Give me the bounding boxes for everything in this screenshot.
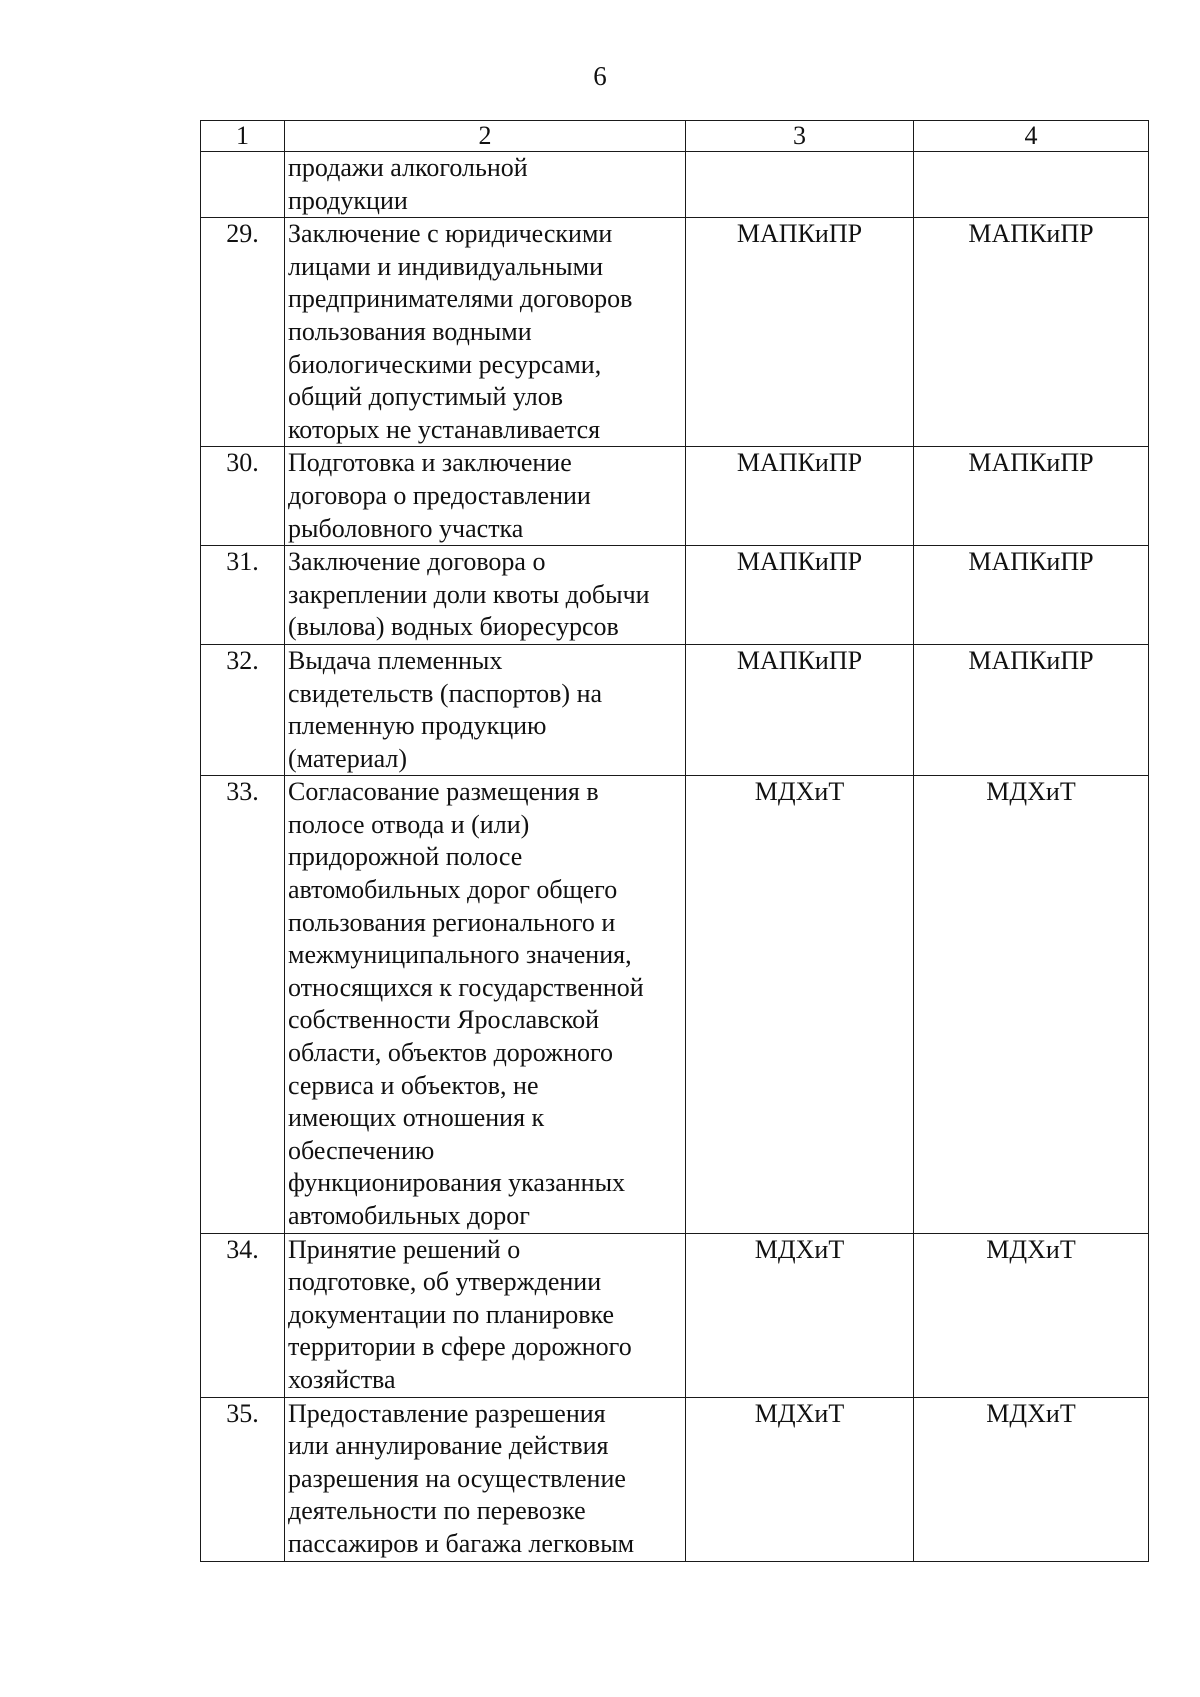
row-responsible-col4: МДХиТ [914,1397,1149,1561]
row-number: 35. [201,1397,285,1561]
table-row [201,644,1149,775]
table-row [201,218,1149,447]
row-number: 33. [201,776,285,1233]
column-header-1: 1 [201,121,285,152]
row-responsible-col3: МАПКиПР [686,218,914,447]
row-description: Подготовка и заключение договора о предоставлении рыболовного участка [285,447,686,546]
row-number: 31. [201,546,285,645]
row-responsible-col4: МАПКиПР [914,644,1149,775]
row-responsible-col4: МДХиТ [914,776,1149,1233]
row-responsible-col3: МДХиТ [686,776,914,1233]
row-number: 29. [201,218,285,447]
row-description: продажи алкогольной продукции [285,152,686,218]
document-table [200,120,1149,1562]
row-description: Предоставление разрешения или аннулирование действия разрешения на осуществление деятельности по перевозке пассажиров и багажа легковым [285,1397,686,1561]
row-responsible-col4 [914,152,1149,218]
row-responsible-col3 [686,152,914,218]
row-description: Заключение с юридическими лицами и индивидуальными предпринимателями договоров пользования водными биологическими ресурсами, общий допустимый улов которых не устанавливается [285,218,686,447]
row-description: Согласование размещения в полосе отвода и (или) придорожной полосе автомобильных дорог общего пользования регионального и межмуниципального значения, относящихся к государственной собственности Ярославской области, объектов дорожного сервиса и объектов, не имеющих отношения к обеспечению функционирования указанных автомобильных дорог [285,776,686,1233]
table-row [201,1397,1149,1561]
table-row [201,776,1149,1233]
table-row [201,447,1149,546]
row-responsible-col4: МАПКиПР [914,447,1149,546]
row-number: 32. [201,644,285,775]
row-responsible-col4: МАПКиПР [914,218,1149,447]
row-responsible-col3: МДХиТ [686,1397,914,1561]
row-responsible-col4: МДХиТ [914,1233,1149,1397]
column-header-3: 3 [686,121,914,152]
column-header-2: 2 [285,121,686,152]
table-header-row [201,121,1149,152]
row-responsible-col4: МАПКиПР [914,546,1149,645]
row-number: 34. [201,1233,285,1397]
row-responsible-col3: МАПКиПР [686,546,914,645]
table-row [201,1233,1149,1397]
row-description: Заключение договора о закреплении доли квоты добычи (вылова) водных биоресурсов [285,546,686,645]
row-description: Выдача племенных свидетельств (паспортов) на племенную продукцию (материал) [285,644,686,775]
table-row [201,546,1149,645]
row-responsible-col3: МАПКиПР [686,447,914,546]
row-responsible-col3: МДХиТ [686,1233,914,1397]
row-responsible-col3: МАПКиПР [686,644,914,775]
page-number: 6 [593,61,607,91]
table-row [201,152,1149,218]
row-description: Принятие решений о подготовке, об утверждении документации по планировке территории в сфере дорожного хозяйства [285,1233,686,1397]
row-number [201,152,285,218]
column-header-4: 4 [914,121,1149,152]
row-number: 30. [201,447,285,546]
